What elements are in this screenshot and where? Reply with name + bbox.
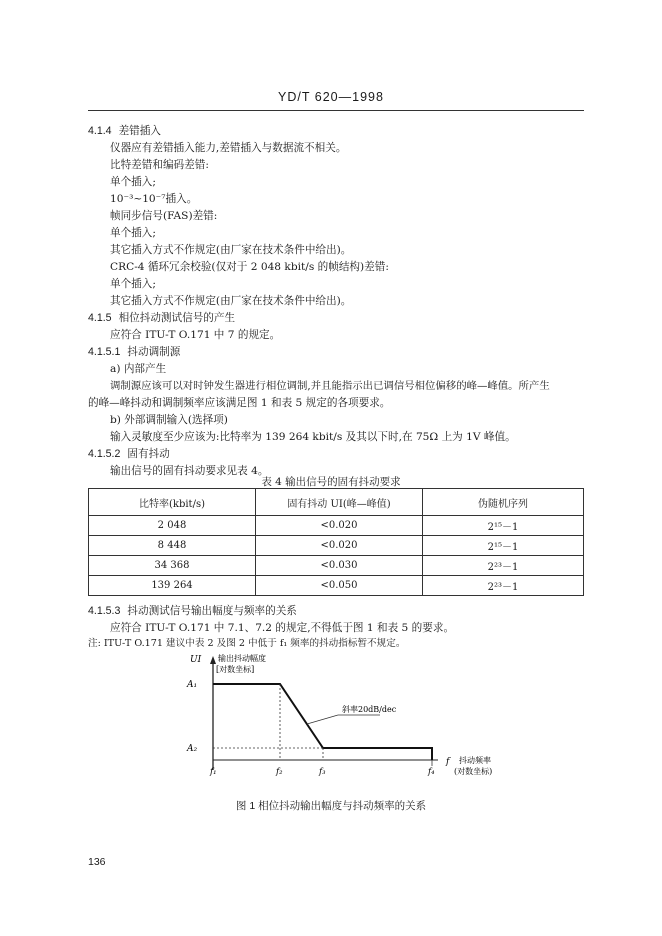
paragraph-line: 调制源应该可以对时钟发生器进行相位调制,并且能指示出已调信号相位偏移的峰—峰值。所产生 xyxy=(110,380,550,392)
table-cell: 2¹⁵－1 xyxy=(423,536,584,556)
paragraph-line: 单个插入; xyxy=(110,227,156,239)
y-axis-subtitle: [对数坐标] xyxy=(216,665,255,674)
list-item-b: b) 外部调制输入(选择项) xyxy=(110,414,228,426)
paragraph-line: 比特差错和编码差错: xyxy=(110,159,209,171)
y-axis-title: 输出抖动幅度 xyxy=(218,654,266,663)
note-line: 注: ITU-T O.171 建议中表 2 及图 2 中低于 f₁ 频率的抖动指标暂不规定。 xyxy=(88,638,406,649)
f3-label: f₃ xyxy=(319,767,326,777)
y-axis-symbol: UI xyxy=(190,655,202,665)
paragraph-line: 单个插入; xyxy=(110,176,156,188)
y-axis-arrow-icon xyxy=(210,656,216,664)
table-4 xyxy=(88,488,584,596)
section-4-1-5-2-heading: 4.1.5.2 固有抖动 xyxy=(88,448,170,460)
paragraph-line: 其它插入方式不作规定(由厂家在技术条件中给出)。 xyxy=(110,244,352,256)
x-axis-symbol: f xyxy=(446,757,450,767)
table-header-row xyxy=(89,489,584,516)
jitter-mask-curve xyxy=(213,684,432,760)
paragraph-line: 单个插入; xyxy=(110,278,156,290)
paragraph-line: 其它插入方式不作规定(由厂家在技术条件中给出)。 xyxy=(110,295,352,307)
table-cell: 8 448 xyxy=(89,536,256,556)
figure-1-caption: 图 1 相位抖动输出幅度与抖动频率的关系 xyxy=(235,800,427,812)
list-item-a: a) 内部产生 xyxy=(110,363,167,375)
a1-label: A₁ xyxy=(187,680,198,690)
table-cell: 2¹⁵－1 xyxy=(423,516,584,536)
paragraph-line: 输入灵敏度至少应该为:比特率为 139 264 kbit/s 及其以下时,在 75Ω 上为 1V 峰值。 xyxy=(110,431,516,443)
page-header: YD/T 620—1998 xyxy=(278,90,384,104)
figure-1-diagram xyxy=(170,652,530,782)
section-4-1-5-3-heading: 4.1.5.3 抖动测试信号输出幅度与频率的关系 xyxy=(88,605,297,617)
paragraph-line: 应符合 ITU-T O.171 中 7.1、7.2 的规定,不得低于图 1 和表 5 的要求。 xyxy=(110,622,455,634)
column-header: 伪随机序列 xyxy=(423,489,584,516)
section-4-1-5-1-heading: 4.1.5.1 抖动调制源 xyxy=(88,346,181,358)
paragraph-line: CRC-4 循环冗余校验(仅对于 2 048 kbit/s 的帧结构)差错: xyxy=(110,261,389,273)
table-row xyxy=(89,576,584,596)
paragraph-line: 输出信号的固有抖动要求见表 4。 xyxy=(110,465,269,477)
paragraph-line: 的峰—峰抖动和调制频率应该满足图 1 和表 5 规定的各项要求。 xyxy=(88,397,391,409)
x-axis-title: 抖动频率 xyxy=(459,756,491,765)
table-cell: 34 368 xyxy=(89,556,256,576)
paragraph-line: 仪器应有差错插入能力,差错插入与数据流不相关。 xyxy=(110,142,347,154)
x-axis-subtitle: (对数坐标) xyxy=(454,767,493,776)
table-cell: <0.020 xyxy=(256,536,423,556)
f1-label: f₁ xyxy=(210,767,217,777)
table-cell: 2 048 xyxy=(89,516,256,536)
a2-label: A₂ xyxy=(187,744,198,754)
table-cell: 139 264 xyxy=(89,576,256,596)
table-cell: <0.020 xyxy=(256,516,423,536)
table-4-caption: 表 4 输出信号的固有抖动要求 xyxy=(261,476,401,488)
table-row xyxy=(89,516,584,536)
section-4-1-5-heading: 4.1.5 相位抖动测试信号的产生 xyxy=(88,312,236,324)
f4-label: f₄ xyxy=(428,767,435,777)
f2-label: f₂ xyxy=(276,767,283,777)
table-row xyxy=(89,536,584,556)
table-cell: <0.050 xyxy=(256,576,423,596)
paragraph-line: 帧同步信号(FAS)差错: xyxy=(110,210,218,222)
table-cell: 2²³－1 xyxy=(423,576,584,596)
column-header: 比特率(kbit/s) xyxy=(89,489,256,516)
paragraph-line: 10⁻³~10⁻⁷插入。 xyxy=(110,193,198,205)
table-cell: 2²³－1 xyxy=(423,556,584,576)
slope-leader xyxy=(307,715,338,724)
column-header: 固有抖动 UI(峰—峰值) xyxy=(256,489,423,516)
paragraph-line: 应符合 ITU-T O.171 中 7 的规定。 xyxy=(110,329,281,341)
table-row xyxy=(89,556,584,576)
section-4-1-4-heading: 4.1.4 差错插入 xyxy=(88,125,161,137)
slope-label: 斜率20dB/dec xyxy=(342,705,397,714)
table-cell: <0.030 xyxy=(256,556,423,576)
header-rule xyxy=(88,110,584,111)
page-number: 136 xyxy=(88,856,106,868)
